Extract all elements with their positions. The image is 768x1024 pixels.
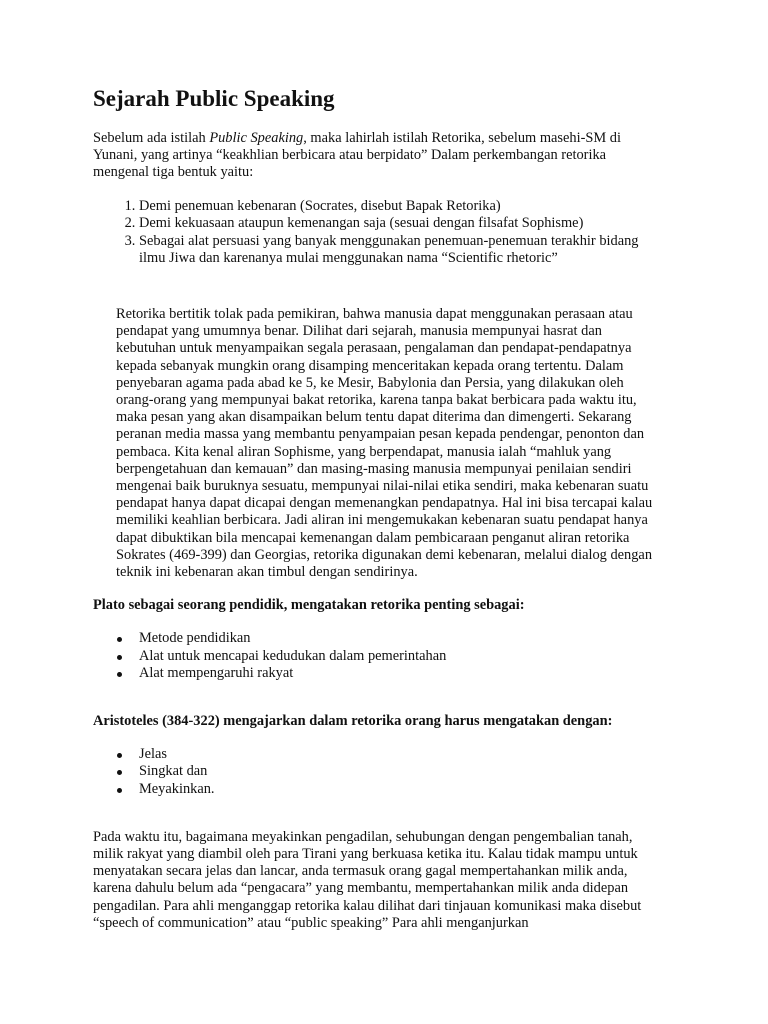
aristoteles-heading: Aristoteles (384-322) mengajarkan dalam retorika orang harus mengatakan dengan: [93,713,613,730]
body-paragraph: Retorika bertitik tolak pada pemikiran, bahwa manusia dapat menggunakan perasaan atau pendapat yang umumnya benar. Dilihat dari sejarah, manusia mempunyai hasrat dan kebutuhan untuk menyampaikan segala perasaan, pengalaman dan pendapat-pendapatnya kepada sebanyak mungkin orang disamping menceritakan kepada orang tertentu. Dalam penyebaran agama pada abad ke 5, ke Mesir, Babylonia dan Persia, yang dilakukan oleh orang-orang yang mempunyai bakat retorika, karena tanpa bakat berbicara pada waktu itu, maka pesan yang akan disampaikan belum tentu dapat diterima dan dimengerti. Sekarang peranan media massa yang membantu penyampaian pesan kepada pendengar, penonton dan pembaca. Kita kenal aliran Sophisme, yang berpendapat, manusia ialah “mahluk yang berpengetahuan dan kemauan” dan masing-masing manusia mempunyai penilaian sendiri mengenai baik buruknya sesuatu, mempunyai nilai-nilai etika sendiri, maka kebenaran suatu pendapat hanya dapat dicapai dengan memenangkan pendapatnya. Hal ini bisa tercapai kalau memiliki keahlian berbicara. Jadi aliran ini mengemukakan kebenaran suatu pendapat hanya dapat dibuktikan bila mencapai kemenangan dalam pembicaraan penganut aliran retorika Sokrates (469-399) dan Georgias, retorika digunakan demi kebenaran, melalui dialog dengan teknik ini kebenaran akan timbul dengan sendirinya. [116,305,653,581]
page-title: Sejarah Public Speaking [93,86,335,111]
plato-heading: Plato sebagai seorang pendidik, mengatakan retorika penting sebagai: [93,597,525,614]
list-item: Metode pendidikan [139,630,653,647]
list-item: Alat mempengaruhi rakyat [139,665,653,682]
numbered-item: 3. Sebagai alat persuasi yang banyak menggunakan penemuan-penemuan terakhir bidang ilmu Jiwa dan karenanya mulai menggunakan nama “Scientific rhetoric” [139,233,653,268]
plato-bullet-list [93,630,653,682]
aristoteles-bullet-list [93,746,653,798]
intro-paragraph [93,130,653,182]
list-item: Singkat dan [139,763,653,780]
intro-italic-term: Public Speaking [209,130,304,146]
numbered-item: 2. Demi kekuasaan ataupun kemenangan saja (sesuai dengan filsafat Sophisme) [139,215,653,233]
list-item: Jelas [139,746,653,763]
numbered-item: 1. Demi penemuan kebenaran (Socrates, disebut Bapak Retorika) [139,198,653,216]
intro-text-end: , maka lahirlah istilah Retorika, sebelum masehi-SM di Yunani, yang artinya “keakhlian berbicara atau berpidato” Dalam perkembangan retorika mengenal tiga bentuk yaitu: [93,130,621,181]
list-item: Alat untuk mencapai kedudukan dalam pemerintahan [139,648,653,665]
document-page [93,84,653,932]
list-item: Meyakinkan. [139,781,653,798]
closing-paragraph: Pada waktu itu, bagaimana meyakinkan pengadilan, sehubungan dengan pengembalian tanah, milik rakyat yang diambil oleh para Tirani yang berkuasa ketika itu. Kalau tidak mampu untuk menyatakan secara jelas dan lancar, anda termasuk orang gagal mempertahankan milik anda, karena dahulu belum ada “pengacara” yang membantu, mempertahankan milik anda didepan pengadilan. Para ahli menganggap retorika kalau dilihat dari tinjauan komunikasi maka disebut “speech of communication” atau “public speaking” Para ahli menganjurkan [93,828,642,931]
numbered-list [93,198,653,268]
intro-text-start: Sebelum ada istilah [93,130,210,146]
